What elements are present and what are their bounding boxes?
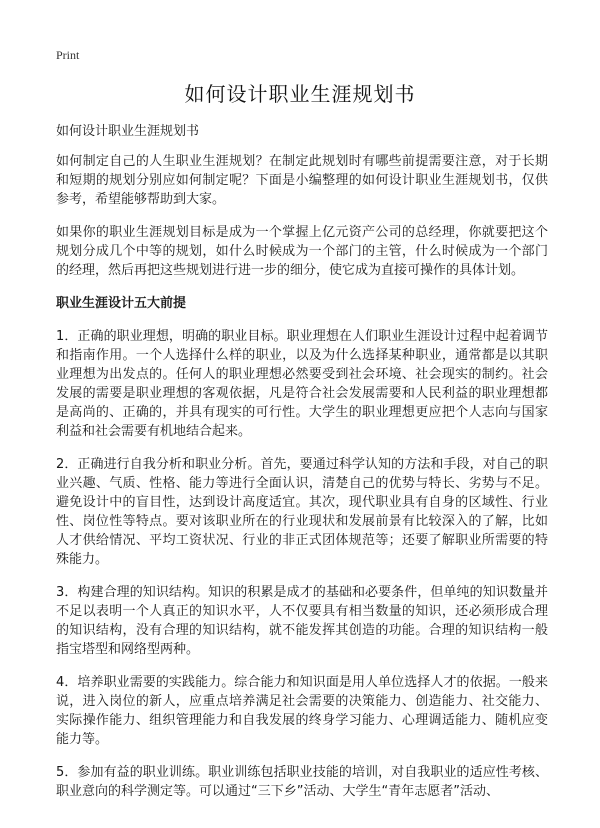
- intro-paragraph-2: 如果你的职业生涯规划目标是成为一个掌握上亿元资产公司的总经理，你就要把这个规划分成几个中等的规划，如什么时候成为一个部门的主管，什么时候成为一个部门的经理，然后再把这些规划进行进一步的细分，使它成为直接可操作的具体计划。: [56, 225, 548, 278]
- premise-paragraph-3: 3．构建合理的知识结构。知识的积累是成才的基础和必要条件，但单纯的知识数量并不足以表明一个人真正的知识水平，人不仅要具有相当数量的知识，还必须形成合理的知识结构，没有合理的知识结构，就不能发挥其创造的功能。合理的知识结构一般指宝塔型和网络型两种。: [56, 585, 548, 657]
- premise-paragraph-1: 1．正确的职业理想，明确的职业目标。职业理想在人们职业生涯设计过程中起着调节和指南作用。一个人选择什么样的职业，以及为什么选择某种职业，通常都是以其职业理想为出发点的。任何人的职业理想必然要受到社会环境、社会现实的制约。社会发展的需要是职业理想的客观依据，凡是符合社会发展需要和人民利益的职业理想都是高尚的、正确的，并具有现实的可行性。大学生的职业理想更应把个人志向与国家利益和社会需要有机地结合起来。: [56, 329, 548, 439]
- premise-paragraph-4: 4．培养职业需要的实践能力。综合能力和知识面是用人单位选择人才的依据。一般来说，进入岗位的新人，应重点培养满足社会需要的决策能力、创造能力、社交能力、实际操作能力、组织管理能力和自我发展的终身学习能力、心理调适能力、随机应变能力等。: [56, 675, 548, 747]
- document-subtitle: 如何设计职业生涯规划书: [56, 124, 200, 139]
- section-heading: 职业生涯设计五大前提: [56, 296, 187, 311]
- document-title: 如何设计职业生涯规划书: [184, 82, 416, 106]
- print-link[interactable]: Print: [56, 48, 80, 62]
- premise-paragraph-2: 2．正确进行自我分析和职业分析。首先，要通过科学认知的方法和手段，对自己的职业兴趣、气质、性格、能力等进行全面认识，清楚自己的优势与特长、劣势与不足。避免设计中的盲目性，达到设计高度适宜。其次，现代职业具有自身的区域性、行业性、岗位性等特点。要对该职业所在的行业现状和发展前景有比较深入的了解，比如人才供给情况、平均工资状况、行业的非正式团体规范等；还要了解职业所需要的特殊能力。: [56, 457, 548, 567]
- premise-paragraph-5: 5．参加有益的职业训练。职业训练包括职业技能的培训，对自我职业的适应性考核、职业意向的科学测定等。可以通过“三下乡”活动、大学生“青年志愿者”活动、: [56, 765, 548, 799]
- intro-paragraph-1: 如何制定自己的人生职业生涯规划？在制定此规划时有哪些前提需要注意，对于长期和短期的规划分别应如何制定呢？下面是小编整理的如何设计职业生涯规划书，仅供参考，希望能够帮助到大家。: [56, 154, 548, 207]
- document-body: [56, 152, 548, 815]
